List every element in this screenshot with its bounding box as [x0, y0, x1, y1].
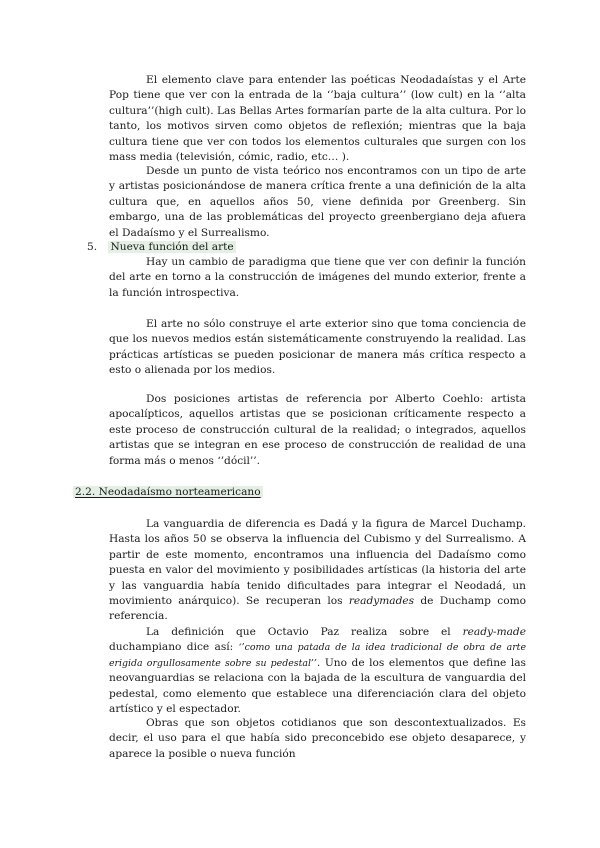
- section-5-heading: [87, 240, 236, 255]
- paragraph-dada-duchamp: [109, 517, 526, 625]
- paragraph-everyday-objects: Obras que son objetos cotidianos que son descontextualizados. Es decir, el uso para el que había sido preconcebido ese objeto desaparece, y aparece la posible o nueva función: [109, 717, 526, 760]
- section-5-title: Nueva función del arte: [110, 241, 234, 253]
- paragraph-greenberg: Desde un punto de vista teórico nos encontramos con un tipo de arte y artistas posicionándose de manera crítica frente a una definición de la alta cultura que, en aquellos años 50, viene definida por Greenberg. Sin embargo, una de las problemáticas del proyecto greenbergiano deja afuera el Dadaísmo y el Surrealismo.: [109, 165, 526, 239]
- ready-made-term: ready-made: [462, 626, 526, 638]
- paragraph-new-media: El arte no sólo construye el arte exterior sino que toma conciencia de que los nuevos medios están sistemáticamente construyendo la realidad. Las prácticas artísticas se pueden posicionar de manera más crítica respecto a esto o alienada por los medios.: [109, 318, 526, 377]
- paragraph-text: de Duchamp como referencia.: [109, 595, 526, 623]
- paragraph-paradigm-change: Hay un cambio de paradigma que tiene que ver con definir la función del arte en torno a la construcción de imágenes del mundo exterior, frente a la función introspectiva.: [109, 256, 526, 299]
- section-2-2-heading: [73, 485, 263, 500]
- paz-quote: ‘’como una patada de la idea tradicional de obra de arte erigida orgullosamente sobre su pedestal’’: [109, 642, 526, 669]
- paragraph-text: La vanguardia de diferencia es Dadá y la figura de Marcel Duchamp. Hasta los años 50 se observa la influencia del Cubismo y del Surrealismo. A partir de este momento, encontramos una influencia del Dadaísmo como puesta en valor del movimiento y posibilidades artísticas (la historia del arte y las vanguardia había tenido dificultades para integrar el Neodadá, un movimiento anárquico). Se recuperan los: [109, 518, 526, 608]
- paragraph-coehlo: Dos posiciones artistas de referencia por Alberto Coehlo: artista apocalípticos, aquellos artistas que se posicionan críticamente respecto a este proceso de construcción cultural de la realidad; o integrados, aquellos artistas que se integran en ese proceso de construcción de realidad de una forma más o menos ‘’dócil’’.: [109, 393, 526, 467]
- readymades-term: readymades: [348, 595, 415, 608]
- paragraph-text: duchampiano dice así:: [109, 641, 239, 654]
- paragraph-text: . Uno de los elementos que define las neovanguardias se relaciona con la bajada de la escultura de vanguardia del pedestal, como elemento que establece una diferenciación clara del objeto artístico y el espectador.: [109, 656, 526, 716]
- section-2-2-title: 2.2. Neodadaísmo norteamericano: [75, 486, 261, 498]
- paragraph-low-high-culture: El elemento clave para entender las poéticas Neodadaístas y el Arte Pop tiene que ver con la entrada de la ‘’baja cultura’’ (low cult) en la ‘’alta cultura’’(high cult). Las Bellas Artes formarían parte de la alta cultura. Por lo tanto, los motivos sirven como objetos de reflexión; mientras que la baja cultura tiene que ver con todos los elementos culturales que surgen con los mass media (televisión, cómic, radio, etc… ).: [109, 74, 526, 164]
- section-5-number: 5.: [87, 241, 98, 253]
- paragraph-octavio-paz: [109, 625, 526, 717]
- paragraph-text: La definición que Octavio Paz realiza sobre el: [146, 626, 463, 638]
